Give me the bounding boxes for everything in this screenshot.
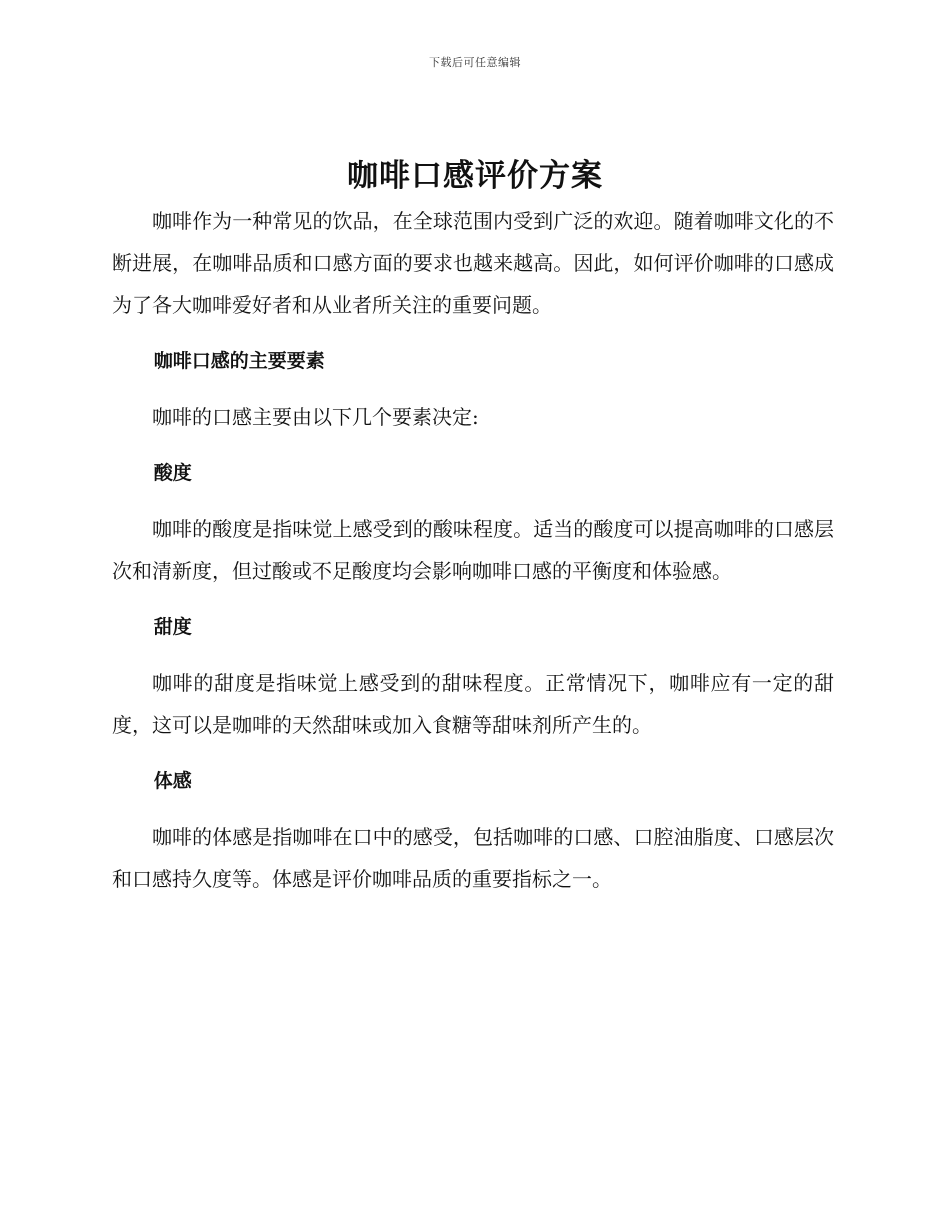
sweetness-paragraph: 咖啡的甜度是指味觉上感受到的甜味程度。正常情况下，咖啡应有一定的甜度，这可以是咖啡的天然甜味或加入食糖等甜味剂所产生的。 xyxy=(112,671,834,737)
body-paragraph: 咖啡的体感是指咖啡在口中的感受，包括咖啡的口感、口腔油脂度、口感层次和口感持久度等。体感是评价咖啡品质的重要指标之一。 xyxy=(112,825,834,891)
section-lead-paragraph: 咖啡的口感主要由以下几个要素决定: xyxy=(152,405,479,429)
body-heading: 体感 xyxy=(153,770,192,792)
document-body xyxy=(112,200,834,914)
sweetness-heading: 甜度 xyxy=(153,616,192,638)
section-heading: 咖啡口感的主要要素 xyxy=(153,350,325,372)
acidity-paragraph: 咖啡的酸度是指味觉上感受到的酸味程度。适当的酸度可以提高咖啡的口感层次和清新度，但过酸或不足酸度均会影响咖啡口感的平衡度和体验感。 xyxy=(112,517,834,583)
header-note: 下载后可任意编辑 xyxy=(429,56,521,69)
acidity-heading: 酸度 xyxy=(153,462,192,484)
intro-paragraph: 咖啡作为一种常见的饮品，在全球范围内受到广泛的欢迎。随着咖啡文化的不断进展，在咖啡品质和口感方面的要求也越来越高。因此，如何评价咖啡的口感成为了各大咖啡爱好者和从业者所关注的重要问题。 xyxy=(112,209,834,317)
document-title: 咖啡口感评价方案 xyxy=(347,158,603,194)
